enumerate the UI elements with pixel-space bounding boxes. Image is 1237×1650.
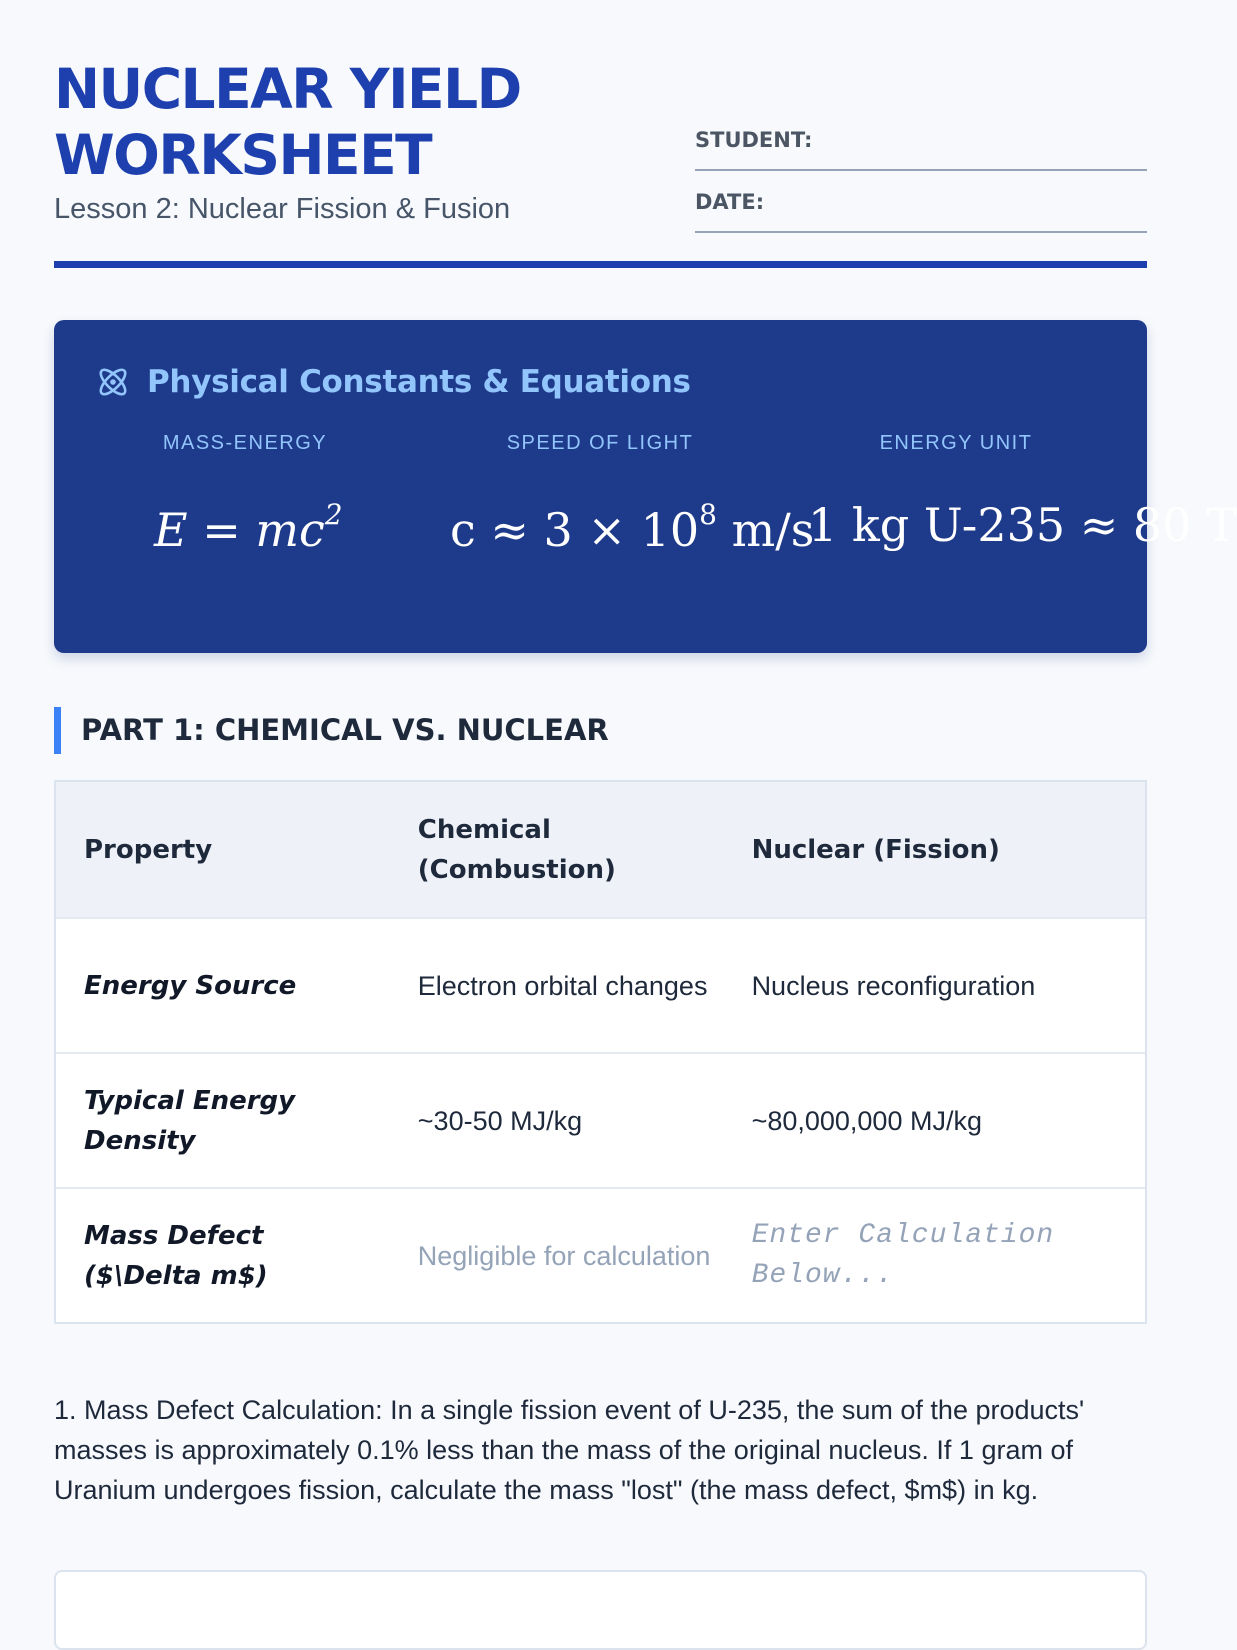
mass-energy-formula (154, 498, 343, 557)
date-label: DATE: (695, 190, 765, 214)
speed-of-light-exponent: 8 (699, 498, 717, 531)
speed-of-light-unit: m/s (716, 503, 815, 557)
chemical-cell: ~30-50 MJ/kg (417, 1105, 583, 1136)
mass-energy-label: MASS-ENERGY (162, 432, 328, 454)
chemical-cell: Negligible for calculation (417, 1240, 711, 1271)
energy-unit-formula: 1 kg U-235 ≈ 80 T (808, 498, 1237, 552)
date-field[interactable] (695, 231, 1147, 233)
table-header-row (56, 782, 1145, 917)
table-row (56, 917, 1145, 1052)
part1-heading: PART 1: CHEMICAL VS. NUCLEAR (54, 707, 609, 754)
energy-unit-label: ENERGY UNIT (879, 432, 1033, 454)
property-cell: Energy Source (84, 970, 297, 1001)
constants-panel (54, 320, 1237, 653)
title-line-2: WORKSHEET (54, 123, 432, 187)
column-header: Nuclear (Fission) (751, 834, 1000, 865)
page-title (54, 56, 521, 188)
table-row (56, 1052, 1145, 1187)
header-divider (54, 261, 1147, 268)
constants-header (95, 364, 691, 400)
speed-of-light-label: SPEED OF LIGHT (506, 432, 694, 454)
lesson-subtitle: Lesson 2: Nuclear Fission & Fusion (54, 193, 511, 225)
title-line-1: NUCLEAR YIELD (54, 57, 521, 121)
student-label: STUDENT: (695, 128, 813, 152)
comparison-table (54, 780, 1147, 1324)
column-header: Chemical (Combustion) (417, 814, 616, 885)
table-row (56, 1187, 1145, 1322)
mass-defect-input[interactable]: Enter Calculation Below... (751, 1219, 1055, 1291)
property-cell: Mass Defect ($\Delta m$) (84, 1220, 268, 1291)
constants-title: Physical Constants & Equations (147, 364, 691, 400)
worksheet-header (54, 0, 1147, 268)
atom-icon (95, 364, 131, 400)
question-1-text: 1. Mass Defect Calculation: In a single fission event of U-235, the sum of the products' masses is approximately 0.1% less than the mass of the original nucleus. If 1 gram of Uranium undergoes fission, calculate the mass "lost" (the mass defect, $m$) in kg. (54, 1395, 1085, 1505)
speed-of-light-main: c ≈ 3 × 10 (450, 503, 700, 557)
nuclear-cell: Nucleus reconfiguration (751, 970, 1036, 1001)
nuclear-cell: ~80,000,000 MJ/kg (751, 1105, 982, 1136)
chemical-cell: Electron orbital changes (417, 970, 708, 1001)
question-1-answer-box[interactable] (54, 1570, 1147, 1650)
column-header: Property (84, 834, 213, 865)
speed-of-light-formula (450, 498, 814, 557)
mass-energy-main: E = mc (154, 503, 325, 557)
property-cell: Typical Energy Density (84, 1085, 296, 1156)
mass-energy-exponent: 2 (324, 498, 343, 531)
student-field[interactable] (695, 169, 1147, 171)
